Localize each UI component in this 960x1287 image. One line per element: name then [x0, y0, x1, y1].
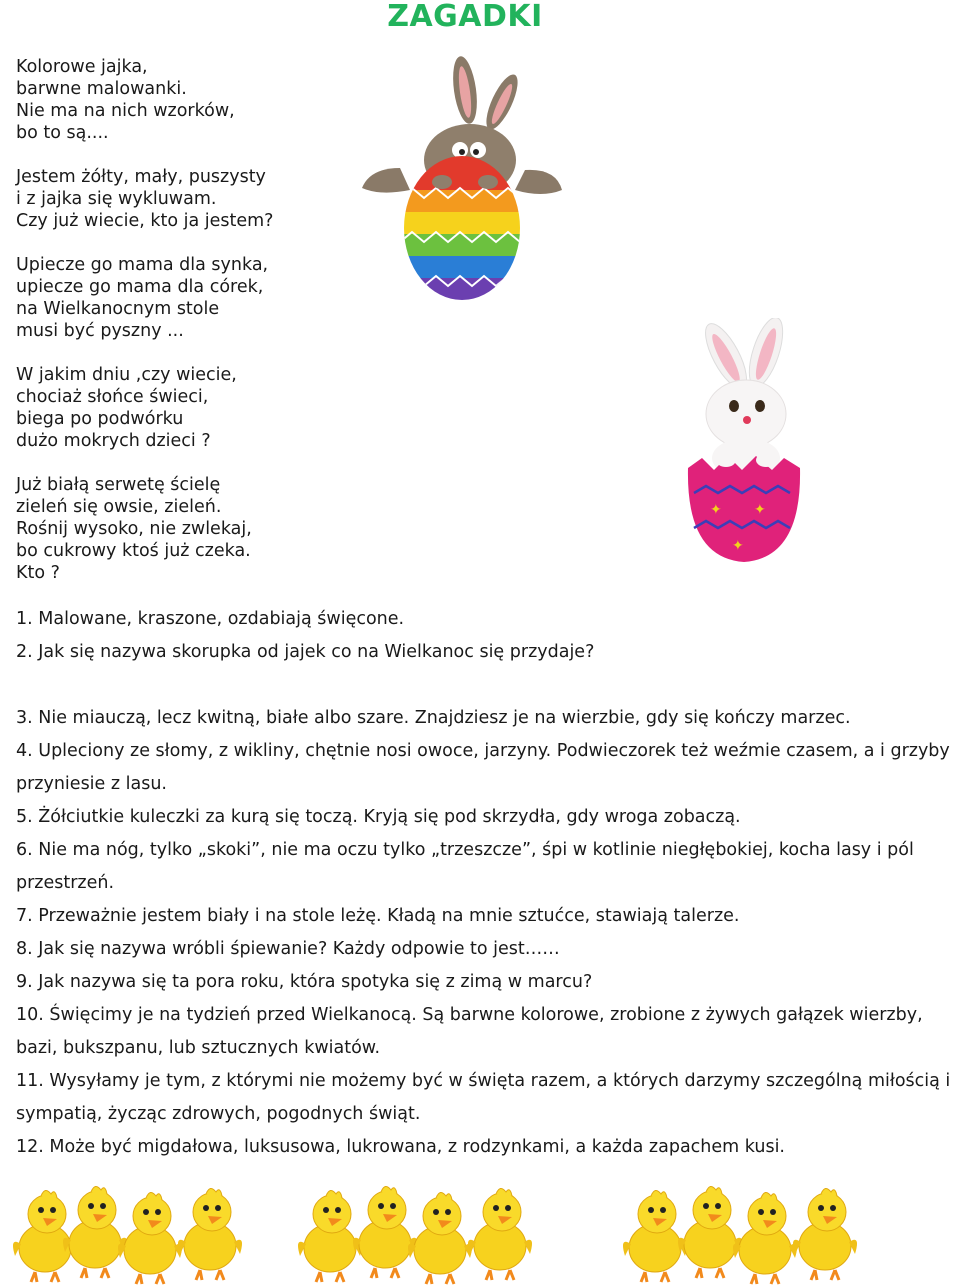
- riddle-item: 12. Może być migdałowa, luksusowa, lukrowana, z rodzynkami, a każda zapachem kusi.: [16, 1137, 785, 1157]
- chick: [733, 1192, 797, 1284]
- riddle-item: 9. Jak nazywa się ta pora roku, która spotyka się z zimą w marcu?: [16, 972, 593, 992]
- egg-star: ✦: [710, 502, 722, 518]
- chick: [13, 1190, 77, 1282]
- poem-line: zieleń się owsie, zieleń.: [16, 497, 222, 517]
- poem-line: musi być pyszny ...: [16, 321, 184, 341]
- chick: [118, 1192, 182, 1284]
- rabbit-paw: [432, 175, 452, 189]
- poem-line: na Wielkanocnym stole: [16, 299, 220, 319]
- bunny-paw: [756, 453, 776, 467]
- poem-line: chociaż słońce świeci,: [16, 387, 209, 407]
- riddle-item: 8. Jak się nazywa wróbli śpiewanie? Każdy odpowie to jest……: [16, 939, 560, 959]
- riddle-item: 7. Przeważnie jestem biały i na stole leżę. Kładą na mnie sztućce, stawiają talerze.: [16, 906, 740, 926]
- poem-line: barwne malowanki.: [16, 79, 187, 99]
- egg-star: ✦: [732, 538, 744, 554]
- rabbit-leg: [515, 170, 562, 194]
- riddle-item: 11. Wysyłamy je tym, z którymi nie możemy być w święta razem, a których darzymy szczególną miłością i sympatią, życząc zdrowych, pogodnych świąt.: [16, 1071, 951, 1124]
- riddle-item: 6. Nie ma nóg, tylko „skoki”, nie ma oczu tylko „trzeszcze”, śpi w kotlinie niegłębokiej, kocha lasy i pól przestrzeń.: [16, 840, 914, 893]
- chick: [353, 1186, 417, 1278]
- bunny-eye: [729, 400, 739, 412]
- rabbit-pupil: [459, 149, 465, 155]
- poem-line: upiecze go mama dla córek,: [16, 277, 264, 297]
- bunny-in-pink-egg-illustration: [684, 318, 804, 566]
- poem-line: Kolorowe jajka,: [16, 57, 148, 77]
- bunny-head: [706, 380, 786, 448]
- poem-3: [16, 254, 356, 342]
- chick: [178, 1188, 242, 1280]
- bunny-nose: [743, 416, 751, 424]
- rabbit-paw: [478, 175, 498, 189]
- page-title: ZAGADKI: [387, 0, 543, 34]
- poem-line: Rośnij wysoko, nie zwlekaj,: [16, 519, 252, 539]
- bunny-eye: [755, 400, 765, 412]
- riddle-item: 4. Upleciony ze słomy, z wikliny, chętnie nosi owoce, jarzyny. Podwieczorek też weźmie czasem, a i grzyby przyniesie z lasu.: [16, 741, 950, 794]
- riddle-item: 1. Malowane, kraszone, ozdabiają święcone.: [16, 609, 405, 629]
- riddle-item: 3. Nie miauczą, lecz kwitną, białe albo szare. Znajdziesz je na wierzbie, gdy się kończy marzec.: [16, 708, 851, 728]
- poem-2: [16, 166, 356, 232]
- poem-1: [16, 56, 356, 144]
- poems-column: [16, 56, 356, 606]
- poem-line: i z jajka się wykluwam.: [16, 189, 217, 209]
- poem-line: W jakim dniu ,czy wiecie,: [16, 365, 237, 385]
- egg-star: ✦: [754, 502, 766, 518]
- poem-5: [16, 474, 356, 584]
- riddle-item: 2. Jak się nazywa skorupka od jajek co na Wielkanoc się przydaje?: [16, 642, 595, 662]
- spacer: [16, 669, 960, 702]
- poem-line: bo cukrowy ktoś już czeka.: [16, 541, 251, 561]
- poem-line: biega po podwórku: [16, 409, 184, 429]
- bunny-paw: [716, 453, 736, 467]
- riddles-list: [16, 603, 960, 1164]
- rabbit-leg: [362, 168, 410, 193]
- poem-line: dużo mokrych dzieci ?: [16, 431, 211, 451]
- poem-line: Upiecze go mama dla synka,: [16, 255, 269, 275]
- poem-line: Jestem żółty, mały, puszysty: [16, 167, 266, 187]
- rabbit-on-egg-illustration: [360, 50, 565, 305]
- poem-4: [16, 364, 356, 452]
- poem-line: Kto ?: [16, 563, 60, 583]
- chick: [298, 1190, 362, 1282]
- chicks-border-illustration: [0, 1180, 960, 1287]
- chick: [468, 1188, 532, 1280]
- chick: [408, 1192, 472, 1284]
- poem-line: Nie ma na nich wzorków,: [16, 101, 235, 121]
- poem-line: bo to są....: [16, 123, 109, 143]
- poem-line: Już białą serwetę ścielę: [16, 475, 221, 495]
- riddle-item: 10. Święcimy je na tydzień przed Wielkanocą. Są barwne kolorowe, zrobione z żywych gałązek wierzby, bazi, bukszpanu, lub sztucznych kwiatów.: [16, 1005, 923, 1058]
- poem-line: Czy już wiecie, kto ja jestem?: [16, 211, 274, 231]
- chick: [63, 1186, 127, 1278]
- rabbit-pupil: [473, 149, 479, 155]
- chick: [793, 1188, 857, 1280]
- pink-egg: [688, 456, 800, 562]
- chick: [678, 1186, 742, 1278]
- chick: [623, 1190, 687, 1282]
- riddle-item: 5. Żółciutkie kuleczki za kurą się toczą. Kryją się pod skrzydła, gdy wroga zobaczą.: [16, 807, 741, 827]
